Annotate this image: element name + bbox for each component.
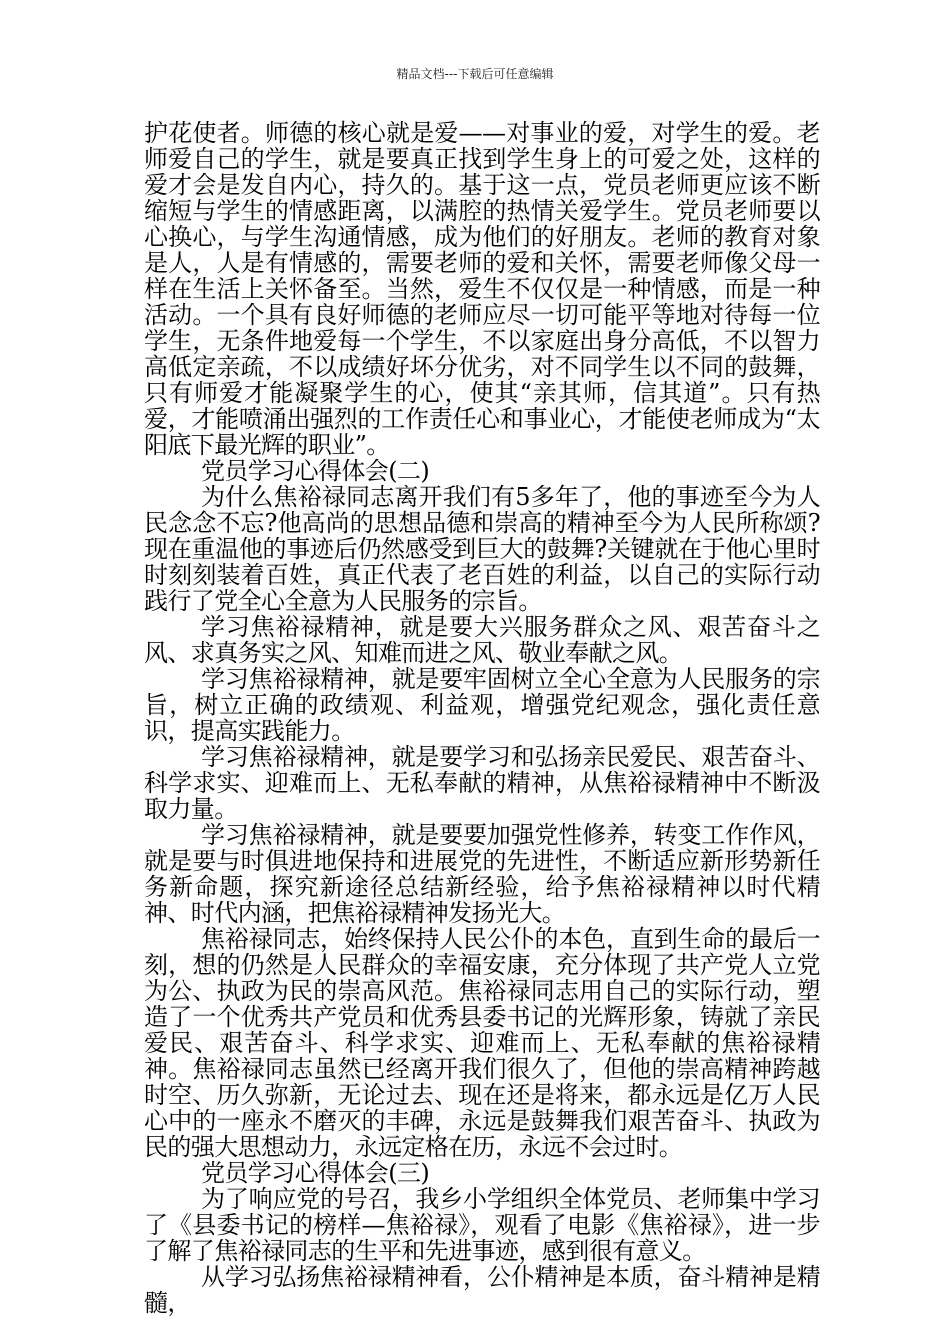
document-body — [144, 120, 820, 1316]
paragraph: 为了响应党的号召，我乡小学组织全体党员、老师集中学习了《县委书记的榜样—焦裕禄》，观看了电影《焦裕禄》，进一步了解了焦裕禄同志的生平和先进事迹，感到很有意义。 — [144, 1185, 820, 1265]
paragraph: 学习焦裕禄精神，就是要大兴服务群众之风、艰苦奋斗之风、求真务实之风、知难而进之风、敬业奉献之风。 — [144, 613, 820, 667]
section-heading: 党员学习心得体会(二) — [201, 457, 430, 485]
paragraph: 为什么焦裕禄同志离开我们有5多年了，他的事迹至今为人民念念不忘?他高尚的思想品德和崇高的精神至今为人民所称颂?现在重温他的事迹后仍然感受到巨大的鼓舞?关键就在于他心里时时刻刻装着百姓，真正代表了老百姓的利益，以自己的实际行动践行了党全心全意为人民服务的宗旨。 — [144, 483, 820, 615]
section-heading: 党员学习心得体会(三) — [201, 1159, 430, 1187]
paragraph: 学习焦裕禄精神，就是要牢固树立全心全意为人民服务的宗旨，树立正确的政绩观、利益观，增强党纪观念，强化责任意识，提高实践能力。 — [144, 665, 820, 745]
page-header: 精品文档---下载后可任意编辑 — [396, 67, 554, 81]
paragraph: 学习焦裕禄精神，就是要学习和弘扬亲民爱民、艰苦奋斗、科学求实、迎难而上、无私奉献的精神，从焦裕禄精神中不断汲取力量。 — [144, 743, 820, 823]
paragraph: 学习焦裕禄精神，就是要要加强党性修养，转变工作作风，就是要与时俱进地保持和进展党的先进性，不断适应新形势新任务新命题，探究新途径总结新经验，给予焦裕禄精神以时代精神、时代内涵，把焦裕禄精神发扬光大。 — [144, 821, 820, 927]
paragraph: 从学习弘扬焦裕禄精神看，公仆精神是本质，奋斗精神是精髓， — [144, 1263, 820, 1317]
paragraph: 护花使者。师德的核心就是爱——对事业的爱，对学生的爱。老师爱自己的学生，就是要真正找到学生身上的可爱之处，这样的爱才会是发自内心，持久的。基于这一点，党员老师更应该不断缩短与学生的情感距离，以满腔的热情关爱学生。党员老师要以心换心，与学生沟通情感，成为他们的好朋友。老师的教育对象是人，人是有情感的，需要老师的爱和关怀，需要老师像父母一样在生活上关怀备至。当然，爱生不仅仅是一种情感，而是一种活动。一个具有良好师德的老师应尽一切可能平等地对待每一位学生，无条件地爱每一个学生，不以家庭出身分高低，不以智力高低定亲疏，不以成绩好坏分优劣，对不同学生以不同的鼓舞，只有师爱才能凝聚学生的心，使其“亲其师，信其道”。只有热爱，才能喷涌出强烈的工作责任心和事业心，才能使老师成为“太阳底下最光辉的职业”。 — [144, 119, 820, 459]
paragraph: 焦裕禄同志，始终保持人民公仆的本色，直到生命的最后一刻，想的仍然是人民群众的幸福安康，充分体现了共产党人立党为公、执政为民的崇高风范。焦裕禄同志用自己的实际行动，塑造了一个优秀共产党员和优秀县委书记的光辉形象，铸就了亲民爱民、艰苦奋斗、科学求实、迎难而上、无私奉献的焦裕禄精神。焦裕禄同志虽然已经离开我们很久了，但他的崇高精神跨越时空、历久弥新，无论过去、现在还是将来，都永远是亿万人民心中的一座永不磨灭的丰碑，永远是鼓舞我们艰苦奋斗、执政为民的强大思想动力，永远定格在历，永远不会过时。 — [144, 925, 820, 1161]
